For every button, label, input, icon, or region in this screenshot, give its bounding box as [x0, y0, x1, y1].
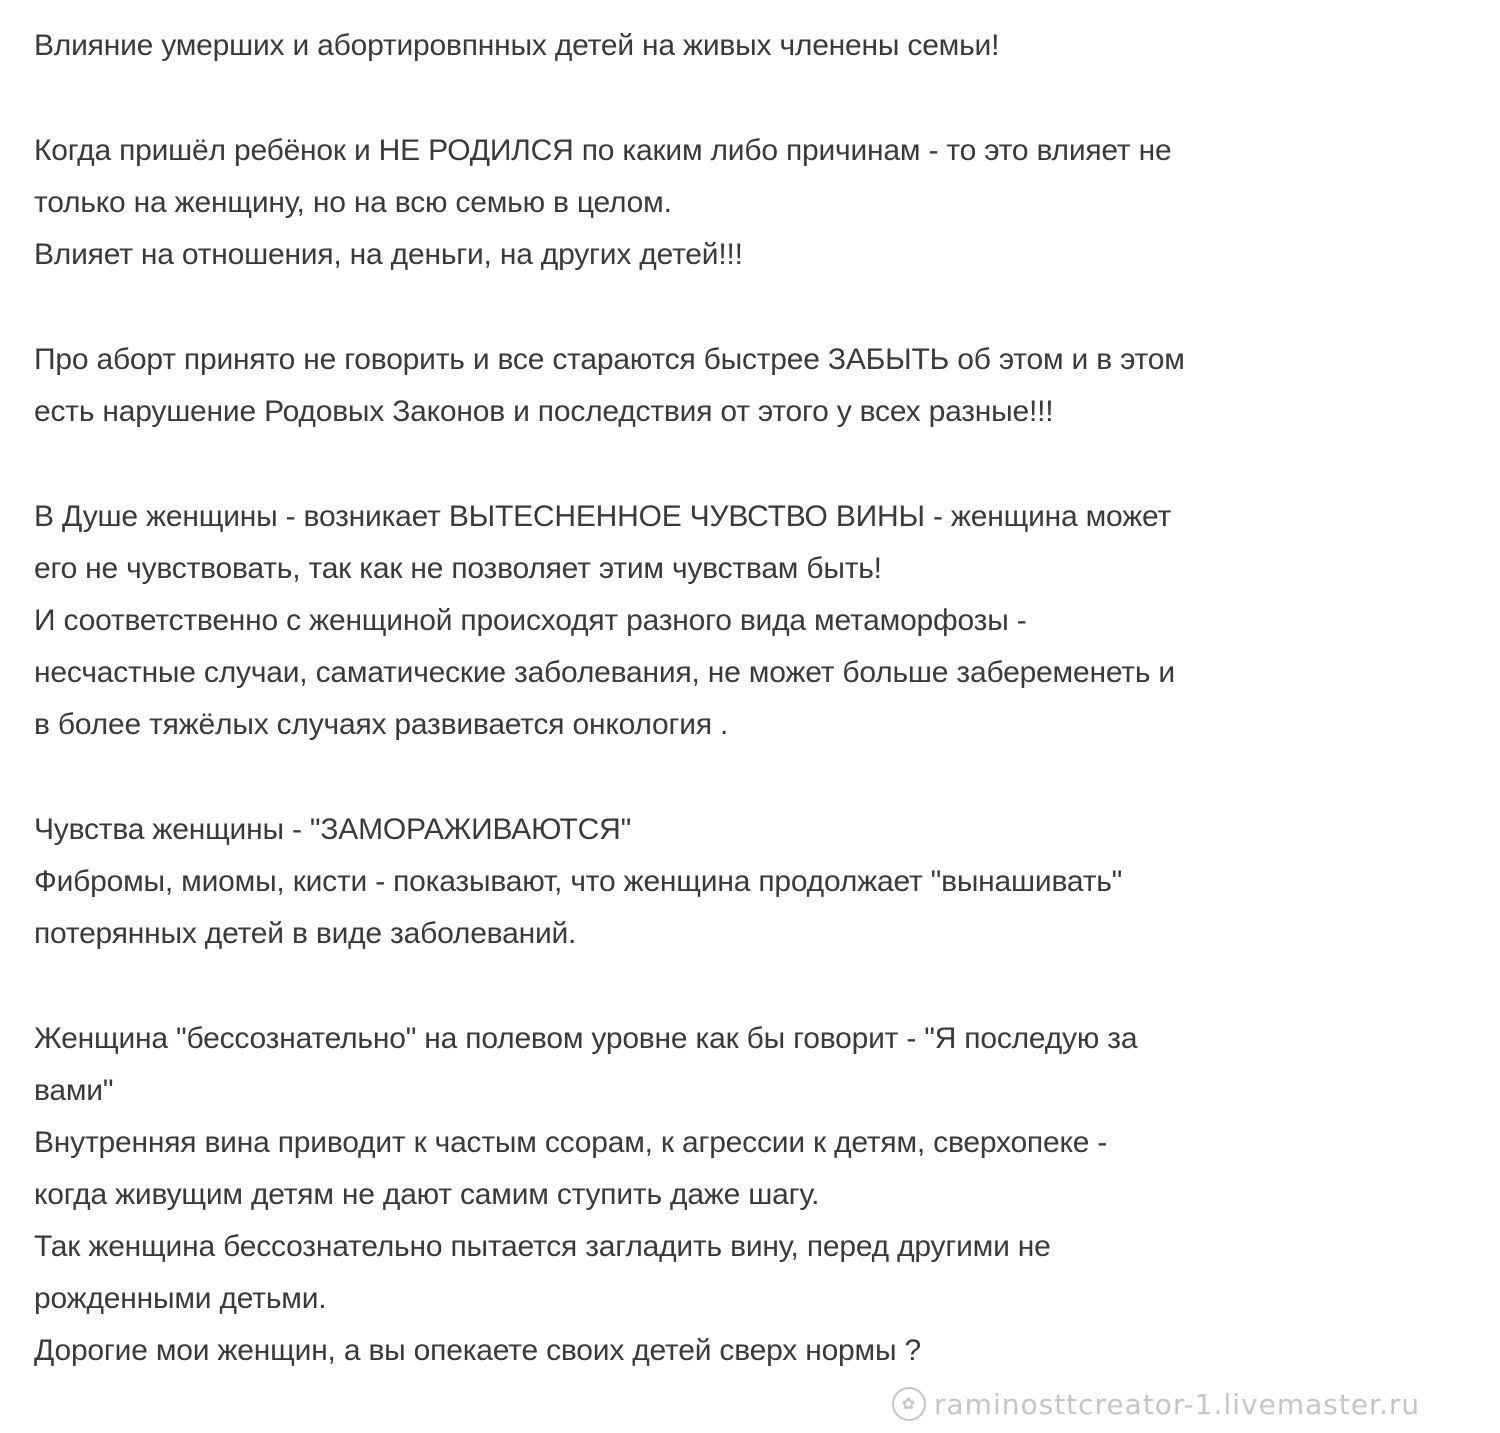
post-title: Влияние умерших и абортировпнных детей на живых членены семьи! [34, 29, 1000, 62]
livemaster-logo-icon: ✿ [892, 1387, 926, 1421]
paragraph-gap [34, 751, 1474, 804]
text-line: несчастные случаи, саматические заболевания, не может больше забеременеть и [34, 656, 1175, 689]
text-line: Внутренняя вина приводит к частым ссорам, к агрессии к детям, сверхопеке - [34, 1126, 1108, 1159]
text-line: есть нарушение Родовых Законов и последствия от этого у всех разные!!! [34, 395, 1054, 428]
text-line: потерянных детей в виде заболеваний. [34, 917, 577, 950]
text-line: Женщина "бессознательно" на полевом уровне как бы говорит - "Я последую за [34, 1022, 1138, 1055]
text-line: его не чувствовать, так как не позволяет этим чувствам быть! [34, 552, 882, 585]
paragraph-gap [34, 72, 1474, 125]
text-line: только на женщину, но на всю семью в целом. [34, 186, 672, 219]
text-line: Когда пришёл ребёнок и НЕ РОДИЛСЯ по каким либо причинам - то это влияет не [34, 134, 1172, 167]
paragraph-gap [34, 281, 1474, 334]
text-line: рожденными детьми. [34, 1282, 327, 1315]
text-line: Про аборт принято не говорить и все стараются быстрее ЗАБЫТЬ об этом и в этом [34, 343, 1185, 376]
watermark-text: raminosttcreator-1.livemaster.ru [934, 1387, 1421, 1421]
post-body [34, 20, 1474, 1377]
text-line: Так женщина бессознательно пытается загладить вину, перед другими не [34, 1230, 1051, 1263]
text-line: Дорогие мои женщин, а вы опекаете своих детей сверх нормы ? [34, 1334, 921, 1367]
text-line: В Душе женщины - возникает ВЫТЕСНЕННОЕ ЧУВСТВО ВИНЫ - женщина может [34, 500, 1172, 533]
text-line: Влияет на отношения, на деньги, на других детей!!! [34, 238, 743, 271]
watermark [892, 1384, 1420, 1424]
text-line: Фибромы, миомы, кисти - показывают, что женщина продолжает "вынашивать" [34, 865, 1123, 898]
text-line: в более тяжёлых случаях развивается онкология . [34, 708, 729, 741]
paragraph-gap [34, 438, 1474, 491]
text-line: когда живущим детям не дают самим ступить даже шагу. [34, 1178, 820, 1211]
text-line: И соответственно с женщиной происходят разного вида метаморфозы - [34, 604, 1027, 637]
paragraph-gap [34, 960, 1474, 1013]
text-line: Чувства женщины - "ЗАМОРАЖИВАЮТСЯ" [34, 813, 632, 846]
text-line: вами" [34, 1074, 114, 1107]
